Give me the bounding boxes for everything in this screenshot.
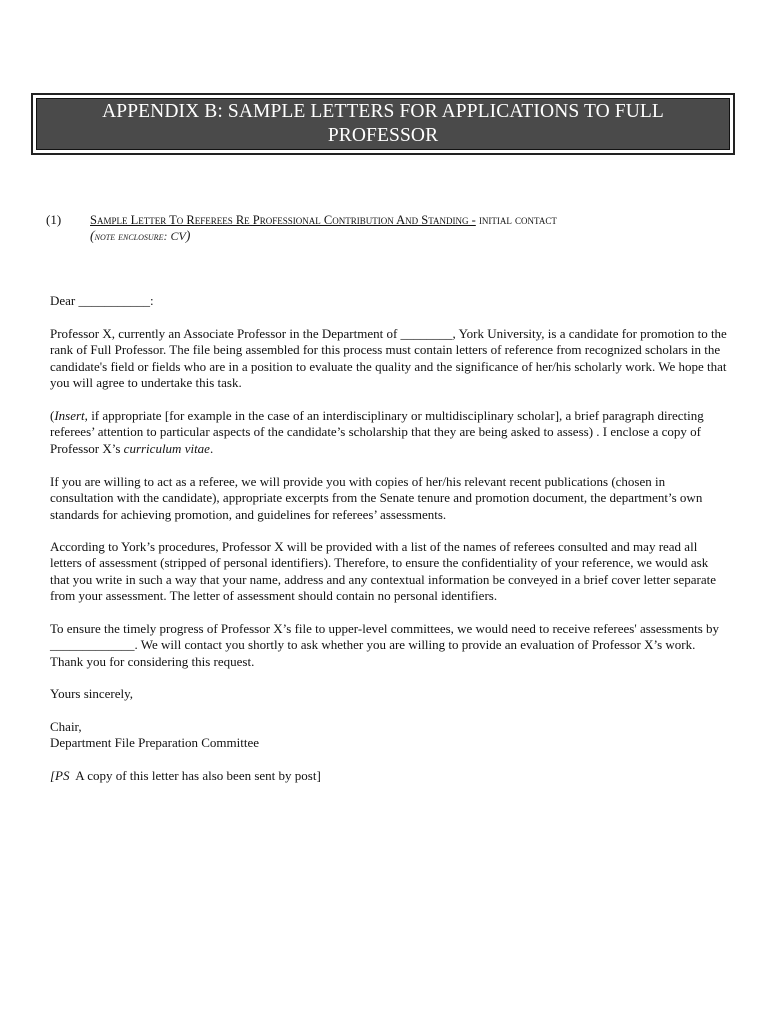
cv-term: curriculum vitae xyxy=(123,440,210,456)
appendix-banner-fill xyxy=(36,98,730,150)
section-heading xyxy=(90,212,730,245)
appendix-title xyxy=(63,100,703,148)
enclosure-note xyxy=(90,229,190,243)
paragraph-2 xyxy=(50,408,730,457)
closing-text: Yours sincerely, xyxy=(50,686,134,701)
section-number: (1) xyxy=(46,212,62,227)
ps-body: A copy of this letter has also been sent by post] xyxy=(69,768,321,783)
note-open-paren: ( xyxy=(90,229,95,244)
paragraph-2-text: (Insert, if appropriate [for example in the case of an interdisciplinary or multidisciplinary scholar], a brief paragraph directing referees’ attention to particular aspects of the candidate’s scholarship that they are being asked to assess) . I enclose a copy of Professor X’s curriculum vitae. xyxy=(50,408,704,456)
appendix-banner xyxy=(31,93,735,155)
signature-block xyxy=(50,719,730,752)
closing xyxy=(50,686,730,702)
salutation-text: Dear ___________: xyxy=(50,293,154,308)
paragraph-5-text: To ensure the timely progress of Professor X’s file to upper-level committees, we would need to receive referees' assessments by _____________. We will contact you shortly to ask whether you are willing to provide an evaluation of Professor X’s work. Thank you for considering this request. xyxy=(50,621,720,669)
signer-title: Chair, xyxy=(50,719,82,734)
postscript xyxy=(50,768,730,784)
insert-word: Insert, xyxy=(54,408,88,423)
paragraph-4 xyxy=(50,539,730,605)
ps-label: [PS xyxy=(50,768,70,783)
paragraph-4-text: According to York’s procedures, Professor X will be provided with a list of the names of referees consulted and may read all letters of assessment (stripped of personal identifiers). Therefore, to ensure the confidentiality of your reference, we would ask that you write in such a way that your name, address and any contextual information be conveyed in a brief cover letter separate from your assessment. The letter of assessment should contain no personal identifiers. xyxy=(50,539,717,604)
paragraph-3 xyxy=(50,474,730,523)
postscript-text xyxy=(50,768,730,784)
paragraph-2-end: . xyxy=(209,440,214,456)
section-heading-suffix: initial contact xyxy=(478,213,557,227)
note-close-paren: ) xyxy=(185,229,191,244)
signer-committee: Department File Preparation Committee xyxy=(50,735,260,751)
paragraph-3-text: If you are willing to act as a referee, we will provide you with copies of her/his relevant recent publications (chosen in consultation with the candidate), appropriate excerpts from the Senate tenure and promotion document, the department’s own standards for achieving promotion, and guidelines for referees’ assessments. xyxy=(50,474,703,522)
paragraph-5 xyxy=(50,621,730,670)
appendix-title-line2: PROFESSOR xyxy=(327,125,439,146)
salutation xyxy=(50,293,730,309)
appendix-title-line1: APPENDIX B: SAMPLE LETTERS FOR APPLICATIONS TO FULL xyxy=(102,101,664,122)
paragraph-1-text: Professor X, currently an Associate Professor in the Department of ________, York University, is a candidate for promotion to the rank of Full Professor. The file being assembled for this process must contain letters of reference from recognized scholars in the candidate's field or fields who are in a position to evaluate the quality and the significance of her/his scholarly work. We hope that you will agree to undertake this task. xyxy=(50,326,727,391)
paragraph-2-body: if appropriate [for example in the case of an interdisciplinary or multidisciplinary scholar], a brief paragraph directing referees’ attention to particular aspects of the candidate’s scholarship that they are being asked to assess) . I enclose a copy of Professor X’s xyxy=(50,408,704,456)
paragraph-1 xyxy=(50,326,730,392)
section-heading-title: Sample Letter To Referees Re Professional Contribution And Standing - xyxy=(90,213,476,227)
note-text: note enclosure: CV xyxy=(94,229,186,243)
